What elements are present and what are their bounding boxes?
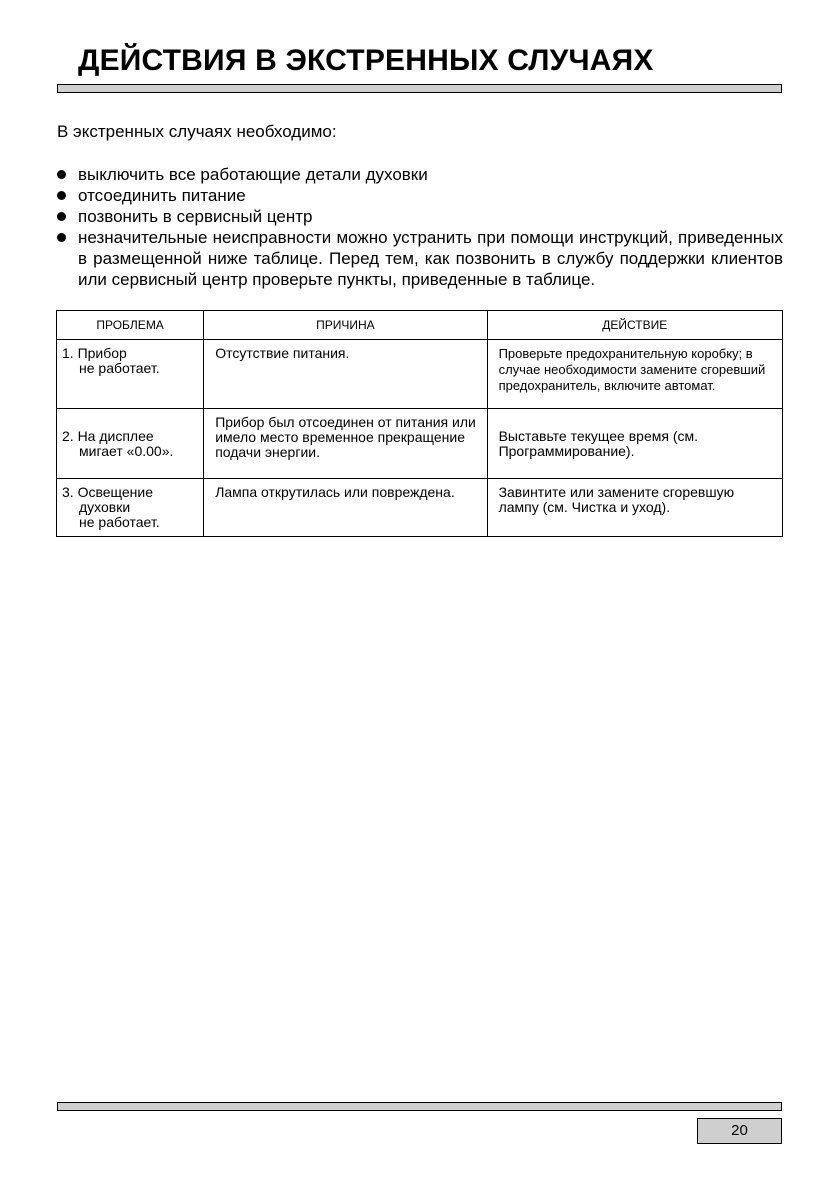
table-header-row: [57, 311, 783, 340]
action-cell: Завинтите или замените сгоревшую лампу (см. Чистка и уход).: [487, 479, 782, 537]
cause-cell: Прибор был отсоединен от питания или имело место временное прекращение подачи энергии.: [204, 409, 487, 479]
problem-cell: 2. На дисплее мигает «0.00».: [57, 409, 204, 479]
title-divider-bar: [57, 84, 782, 93]
action-cell: Выставьте текущее время (см. Программирование).: [487, 409, 782, 479]
table-row: [57, 340, 783, 409]
header-cause: ПРИЧИНА: [204, 311, 487, 340]
list-item: отсоединить питание: [57, 185, 783, 206]
problem-cell: 1. Прибор не работает.: [57, 340, 204, 409]
intro-text: В экстренных случаях необходимо:: [57, 122, 337, 141]
page-title: ДЕЙСТВИЯ В ЭКСТРЕННЫХ СЛУЧАЯХ: [78, 44, 654, 77]
page-number: 20: [697, 1118, 782, 1144]
bullet-icon: [57, 212, 66, 221]
cause-cell: Лампа открутилась или повреждена.: [204, 479, 487, 537]
problem-cell: 3. Освещение духовки не работает.: [57, 479, 204, 537]
list-item: выключить все работающие детали духовки: [57, 164, 783, 185]
action-cell: Проверьте предохранительную коробку; в случае необходимости замените сгоревший предохранитель, включите автомат.: [487, 340, 782, 409]
table-row: [57, 479, 783, 537]
list-item: позвонить в сервисный центр: [57, 206, 783, 227]
footer-divider-bar: [57, 1102, 782, 1111]
cause-cell: Отсутствие питания.: [204, 340, 487, 409]
list-item: незначительные неисправности можно устранить при помощи инструкций, приведенных в размещенной ниже таблице. Перед тем, как позвонить в службу поддержки клиентов или сервисный центр проверьте пункты, приведенные в таблице.: [57, 227, 783, 290]
instruction-list: [57, 164, 783, 290]
bullet-icon: [57, 170, 66, 179]
header-action: ДЕЙСТВИЕ: [487, 311, 782, 340]
troubleshooting-table: [56, 310, 783, 537]
bullet-icon: [57, 233, 66, 242]
header-problem: ПРОБЛЕМА: [57, 311, 204, 340]
table-row: [57, 409, 783, 479]
bullet-icon: [57, 191, 66, 200]
